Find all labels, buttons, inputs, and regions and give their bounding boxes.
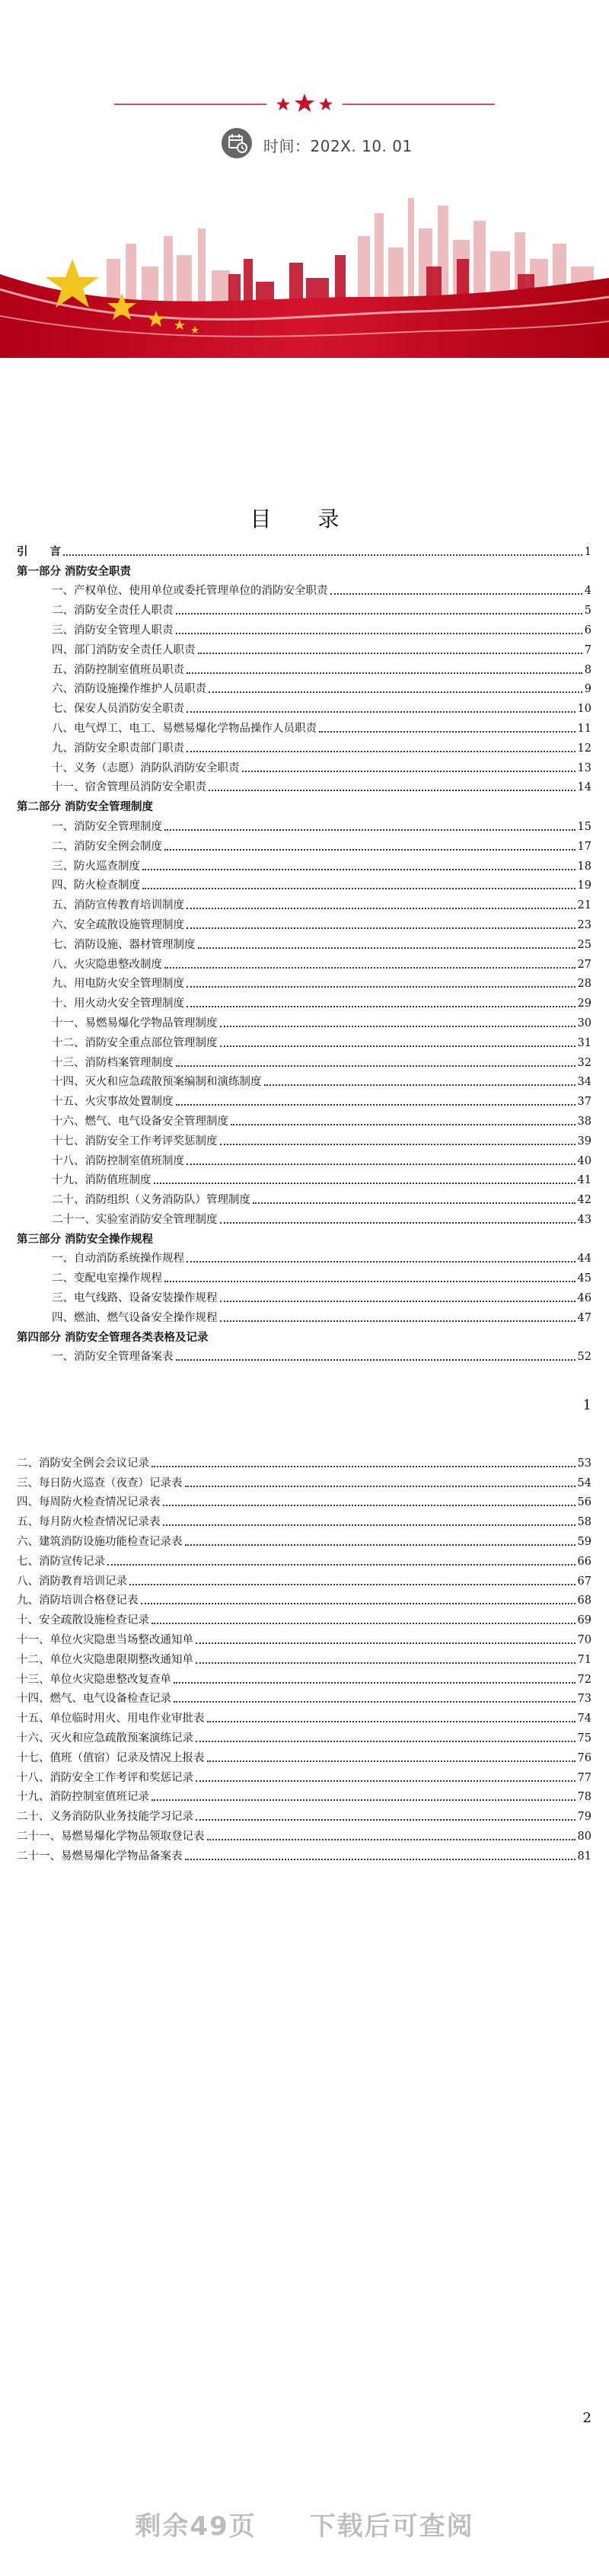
toc-leader-dots — [187, 1164, 576, 1165]
toc-leader-dots — [151, 1799, 576, 1801]
toc-entry-title: 十八、消防控制室值班制度 — [52, 1154, 184, 1167]
toc-entry-page: 14 — [577, 781, 591, 794]
toc-entry-page: 66 — [577, 1555, 591, 1568]
toc-entry[interactable] — [17, 1470, 591, 1490]
toc-leader-dots — [220, 1301, 576, 1302]
toc-entry-title: 六、安全疏散设施管理制度 — [52, 918, 184, 931]
toc-entry-page: 27 — [577, 958, 591, 971]
toc-part-heading[interactable]: 第四部分 消防安全管理各类表格及记录 — [17, 1330, 209, 1344]
toc-entry-title: 二十、义务消防队业务技能学习记录 — [17, 1811, 193, 1824]
toc-entry[interactable] — [17, 1285, 591, 1305]
toc-entry-title: 九、消防安全职责部门职责 — [52, 742, 184, 755]
toc-entry-title: 十七、值班（值宿）记录及情况上报表 — [17, 1751, 205, 1764]
stars-divider — [0, 93, 609, 116]
toc-entry-page: 41 — [577, 1174, 591, 1187]
toc-entry-page: 11 — [577, 722, 591, 735]
toc-entry-page: 5 — [584, 605, 591, 618]
toc-entry-page: 46 — [577, 1292, 591, 1305]
toc-entry[interactable] — [17, 1725, 591, 1745]
toc-entry[interactable] — [17, 1745, 591, 1765]
toc-leader-dots — [164, 829, 576, 831]
toc-entry-title: 九、用电防火安全管理制度 — [52, 978, 184, 991]
toc-leader-dots — [196, 1819, 576, 1821]
toc-entry-page: 19 — [577, 879, 591, 892]
toc-entry[interactable] — [17, 912, 591, 932]
toc-entry-title: 十七、消防安全工作考评奖惩制度 — [52, 1135, 218, 1148]
toc-leader-dots — [176, 1104, 576, 1106]
toc-entry-page: 21 — [577, 899, 591, 912]
toc-entry[interactable] — [17, 657, 591, 677]
toc-leader-dots — [187, 751, 576, 752]
toc-leader-dots — [142, 869, 576, 870]
download-notice[interactable] — [0, 2505, 609, 2542]
toc-entry-page: 18 — [577, 860, 591, 873]
toc-entry-title: 三、电气线路、设备安装操作规程 — [52, 1292, 218, 1305]
toc-entry-title: 四、燃油、燃气设备安全操作规程 — [52, 1311, 218, 1324]
toc-entry[interactable] — [17, 834, 591, 854]
toc-leader-dots — [187, 908, 576, 909]
toc-entry[interactable] — [17, 618, 591, 637]
toc-leader-dots — [209, 790, 576, 791]
toc-leader-dots — [253, 1202, 576, 1204]
toc-entry[interactable] — [17, 775, 591, 795]
toc-entry[interactable] — [17, 814, 591, 834]
toc-entry-page: 25 — [577, 938, 591, 951]
toc-leader-dots — [141, 1603, 576, 1604]
toc-leader-dots — [207, 1760, 576, 1762]
toc-entry[interactable] — [17, 892, 591, 912]
toc-leader-dots — [185, 1544, 576, 1546]
toc-entry-title: 一、产权单位、使用单位或委托管理单位的消防安全职责 — [52, 585, 328, 598]
toc-leader-dots — [220, 1045, 576, 1047]
toc-entry-page: 39 — [577, 1135, 591, 1148]
toc-entry-title: 八、电气焊工、电工、易燃易爆化学物品操作人员职责 — [52, 722, 317, 735]
toc-title: 目 录 — [250, 506, 359, 531]
toc-entry-page: 40 — [577, 1154, 591, 1167]
toc-entry-title: 十四、燃气、电气设备检查记录 — [17, 1693, 171, 1706]
toc-leader-dots — [220, 1026, 576, 1027]
toc-leader-dots — [196, 1662, 576, 1664]
toc-entry-page: 80 — [577, 1830, 591, 1843]
toc-entry[interactable] — [17, 1569, 591, 1588]
toc-entry-page: 72 — [577, 1673, 591, 1686]
toc-entry-page: 70 — [577, 1633, 591, 1646]
toc-entry-title: 二十一、易燃易爆化学物品领取登记表 — [17, 1830, 205, 1843]
toc-entry-page: 7 — [584, 643, 591, 656]
cover-header — [0, 0, 609, 358]
toc-leader-dots — [231, 1124, 576, 1125]
toc-entry-page: 17 — [577, 840, 591, 853]
calendar-clock-icon — [222, 128, 252, 158]
toc-entry-title: 四、防火检查制度 — [52, 879, 140, 892]
toc-entry[interactable] — [17, 1785, 591, 1805]
toc-entry-title: 一、自动消防系统操作规程 — [52, 1253, 184, 1266]
toc-entry-page: 1 — [584, 545, 591, 558]
toc-leader-dots — [176, 1065, 576, 1067]
toc-leader-dots — [198, 653, 582, 654]
toc-entry-page: 45 — [577, 1272, 591, 1285]
page-number-1: 1 — [582, 1397, 591, 1413]
toc-leader-dots — [107, 1564, 576, 1566]
toc-entry-page: 37 — [577, 1096, 591, 1109]
toc-entry[interactable] — [17, 1128, 591, 1148]
star-icon — [295, 94, 314, 112]
toc-entry-page: 56 — [577, 1496, 591, 1509]
toc-entry[interactable] — [17, 1345, 591, 1365]
toc-leader-dots — [164, 1281, 576, 1282]
toc-entry[interactable] — [17, 736, 591, 755]
toc-entry-page: 12 — [577, 742, 591, 755]
toc-entry[interactable] — [17, 991, 591, 1010]
toc-entry-title: 四、每周防火检查情况记录表 — [17, 1496, 161, 1509]
toc-leader-dots — [220, 1222, 576, 1224]
toc-leader-dots — [185, 1859, 576, 1860]
toc-entry-page: 15 — [577, 820, 591, 833]
toc-entry-title: 一、消防安全管理备案表 — [52, 1351, 174, 1364]
toc-entry-page: 75 — [577, 1732, 591, 1744]
toc-entry-title: 十一、宿舍管理员消防安全职责 — [52, 781, 206, 794]
toc-entry-page: 29 — [577, 998, 591, 1010]
toc-entry-title: 七、消防设施、器材管理制度 — [52, 938, 196, 951]
toc-entry-page: 9 — [584, 683, 591, 696]
toc-entry[interactable] — [17, 1010, 591, 1030]
toc-entry[interactable] — [17, 1627, 591, 1647]
toc-entry[interactable] — [17, 1667, 591, 1687]
toc-leader-dots — [63, 554, 582, 556]
toc-entry-page: 67 — [577, 1575, 591, 1588]
toc-leader-dots — [330, 593, 582, 595]
toc-entry-title: 十一、易燃易爆化学物品管理制度 — [52, 1017, 218, 1029]
toc-leader-dots — [142, 888, 576, 889]
toc-entry-title: 五、消防控制室值班员职责 — [52, 663, 184, 676]
toc-entry[interactable] — [17, 1687, 591, 1706]
toc-entry-title: 十九、消防控制室值班记录 — [17, 1791, 149, 1804]
toc-entry-title: 二十、消防组织（义务消防队）管理制度 — [52, 1194, 250, 1207]
toc-entry[interactable] — [17, 1451, 591, 1470]
toc-entry-title: 二、变配电室操作规程 — [52, 1272, 162, 1285]
toc-entry-page: 23 — [577, 918, 591, 931]
toc-leader-dots — [129, 1584, 576, 1585]
toc-entry-page: 76 — [577, 1751, 591, 1764]
toc-entry[interactable] — [17, 1529, 591, 1549]
toc-entry-page: 52 — [577, 1351, 591, 1364]
toc-entry[interactable] — [17, 539, 591, 559]
toc-entry[interactable] — [17, 716, 591, 736]
toc-entry[interactable] — [17, 932, 591, 952]
date-row — [0, 128, 609, 158]
toc-entry-title: 二、消防安全责任人职责 — [52, 605, 174, 618]
toc-part-heading[interactable]: 第二部分 消防安全管理制度 — [17, 800, 154, 814]
toc-entry[interactable] — [17, 1030, 591, 1050]
toc-entry-title: 十九、消防值班制度 — [52, 1174, 151, 1187]
toc-entry-page: 54 — [577, 1476, 591, 1489]
toc-leader-dots — [176, 633, 582, 634]
toc-entry[interactable] — [17, 1706, 591, 1725]
toc-leader-dots — [187, 1261, 576, 1262]
toc-entry[interactable] — [17, 1168, 591, 1188]
toc-entry-page: 71 — [577, 1653, 591, 1666]
toc-entry[interactable] — [17, 854, 591, 873]
toc-leader-dots — [154, 1183, 576, 1184]
toc-leader-dots — [319, 731, 576, 733]
toc-leader-dots — [198, 947, 576, 949]
toc-page-2 — [17, 1451, 591, 1863]
toc-entry-page: 79 — [577, 1811, 591, 1824]
toc-leader-dots — [185, 1486, 576, 1487]
toc-leader-dots — [164, 967, 576, 969]
toc-entry-title: 引 言 — [17, 544, 61, 558]
toc-entry[interactable] — [17, 1266, 591, 1285]
toc-entry-title: 十五、单位临时用火、用电作业审批表 — [17, 1713, 205, 1725]
toc-entry-title: 五、每月防火检查情况记录表 — [17, 1516, 161, 1529]
toc-entry-title: 三、每日防火巡查（夜查）记录表 — [17, 1476, 183, 1489]
toc-entry-title: 十三、单位火灾隐患整改复查单 — [17, 1673, 171, 1686]
toc-entry-title: 二、消防安全例会制度 — [52, 840, 162, 853]
toc-entry[interactable] — [17, 1804, 591, 1824]
toc-leader-dots — [207, 1721, 576, 1722]
toc-entry-page: 10 — [577, 703, 591, 716]
toc-entry-title: 三、消防安全管理人职责 — [52, 624, 174, 637]
toc-leader-dots — [151, 1466, 576, 1467]
toc-entry[interactable] — [17, 1089, 591, 1109]
toc-entry-title: 十四、灭火和应急疏散预案编制和演练制度 — [52, 1076, 262, 1089]
toc-entry-page: 74 — [577, 1713, 591, 1725]
toc-leader-dots — [187, 1006, 576, 1007]
toc-entry[interactable] — [17, 1305, 591, 1325]
toc-entry-title: 五、消防宣传教育培训制度 — [52, 899, 184, 912]
toc-entry-page: 58 — [577, 1516, 591, 1529]
toc-leader-dots — [163, 1505, 576, 1506]
date-label: 时间：202X. 10. 01 — [263, 137, 413, 155]
toc-entry[interactable] — [17, 972, 591, 991]
toc-entry-page: 43 — [577, 1213, 591, 1226]
toc-entry[interactable] — [17, 755, 591, 775]
toc-entry-page: 42 — [577, 1194, 591, 1207]
toc-entry-title: 十二、消防安全重点部位管理制度 — [52, 1036, 218, 1049]
toc-entry-title: 八、火灾隐患整改制度 — [52, 958, 162, 971]
toc-entry-page: 77 — [577, 1771, 591, 1784]
toc-entry[interactable] — [17, 1050, 591, 1070]
toc-entry-title: 十八、消防安全工作考评和奖惩记录 — [17, 1771, 193, 1784]
toc-entry[interactable] — [17, 1070, 591, 1090]
toc-entry-title: 七、保安人员消防安全职责 — [52, 703, 184, 716]
toc-leader-dots — [209, 691, 582, 693]
toc-entry-title: 三、防火巡查制度 — [52, 860, 140, 873]
toc-entry[interactable] — [17, 1843, 591, 1863]
toc-leader-dots — [242, 771, 576, 772]
toc-part-heading[interactable]: 第三部分 消防安全操作规程 — [17, 1232, 154, 1246]
toc-entry-page: 4 — [584, 585, 591, 598]
toc-entry-title: 十二、单位火灾隐患限期整改通知单 — [17, 1653, 193, 1666]
toc-entry-page: 34 — [577, 1076, 591, 1089]
toc-entry[interactable] — [17, 1824, 591, 1843]
toc-leader-dots — [176, 613, 582, 614]
star-icon — [276, 97, 290, 110]
toc-leader-dots — [151, 1623, 576, 1624]
toc-leader-dots — [187, 711, 576, 713]
toc-leader-dots — [187, 672, 582, 674]
city-skyline-banner — [0, 183, 609, 358]
toc-entry-page: 59 — [577, 1535, 591, 1548]
toc-entry-title: 六、建筑消防设施功能检查记录表 — [17, 1535, 183, 1548]
toc-entry[interactable] — [17, 1588, 591, 1608]
toc-entry-page: 73 — [577, 1693, 591, 1706]
toc-entry[interactable] — [17, 1509, 591, 1529]
toc-entry-title: 十六、灭火和应急疏散预案演练记录 — [17, 1732, 193, 1744]
toc-entry-page: 28 — [577, 978, 591, 991]
toc-entry-page: 47 — [577, 1311, 591, 1324]
toc-entry-page: 53 — [577, 1457, 591, 1470]
toc-entry-page: 38 — [577, 1115, 591, 1128]
toc-entry-page: 68 — [577, 1594, 591, 1607]
download-label[interactable]: 下载后可查阅 — [309, 2511, 474, 2542]
toc-entry-title: 十六、燃气、电气设备安全管理制度 — [52, 1115, 228, 1128]
toc-leader-dots — [174, 1682, 576, 1684]
toc-entry[interactable] — [17, 1187, 591, 1207]
toc-entry-title: 十、安全疏散设施检查记录 — [17, 1614, 149, 1627]
toc-leader-dots — [164, 849, 576, 851]
toc-entry-title: 十、用火动火安全管理制度 — [52, 998, 184, 1010]
toc-entry-page: 44 — [577, 1253, 591, 1266]
toc-entry[interactable] — [17, 1247, 591, 1266]
toc-entry[interactable] — [17, 1148, 591, 1168]
toc-entry-page: 13 — [577, 761, 591, 774]
toc-entry-title: 二十一、易燃易爆化学物品备案表 — [17, 1850, 183, 1863]
toc-page-1 — [17, 539, 591, 1364]
toc-entry[interactable] — [17, 1549, 591, 1569]
toc-leader-dots — [187, 927, 576, 929]
toc-entry[interactable] — [17, 637, 591, 657]
toc-entry[interactable] — [17, 1765, 591, 1785]
toc-leader-dots — [187, 986, 576, 988]
toc-entry-page: 78 — [577, 1791, 591, 1804]
toc-entry-page: 30 — [577, 1017, 591, 1029]
toc-entry-title: 七、消防宣传记录 — [17, 1555, 105, 1568]
toc-entry[interactable] — [17, 1109, 591, 1128]
toc-entry-title: 十一、单位火灾隐患当场整改通知单 — [17, 1633, 193, 1646]
toc-entry-title: 二十一、实验室消防安全管理制度 — [52, 1213, 218, 1226]
toc-leader-dots — [220, 1144, 576, 1145]
toc-entry-title: 十五、火灾事故处置制度 — [52, 1096, 174, 1109]
toc-entry[interactable] — [17, 598, 591, 618]
toc-entry-title: 九、消防培训合格登记表 — [17, 1594, 139, 1607]
toc-leader-dots — [174, 1701, 576, 1703]
toc-entry[interactable] — [17, 952, 591, 972]
toc-leader-dots — [207, 1839, 576, 1840]
toc-entry-page: 31 — [577, 1036, 591, 1049]
toc-entry[interactable] — [17, 579, 591, 599]
toc-part-heading[interactable]: 第一部分 消防安全职责 — [17, 564, 132, 578]
toc-leader-dots — [196, 1780, 576, 1782]
toc-entry[interactable] — [17, 873, 591, 893]
star-icon — [319, 97, 333, 110]
toc-leader-dots — [220, 1320, 576, 1322]
toc-leader-dots — [196, 1642, 576, 1644]
toc-leader-dots — [163, 1524, 576, 1526]
toc-entry-page: 32 — [577, 1056, 591, 1069]
toc-entry-page: 69 — [577, 1614, 591, 1627]
toc-entry-title: 二、消防安全例会会议记录 — [17, 1457, 149, 1470]
toc-entry-title: 八、消防教育培训记录 — [17, 1575, 127, 1588]
toc-entry-title: 四、部门消防安全责任人职责 — [52, 643, 196, 656]
toc-entry[interactable] — [17, 677, 591, 697]
toc-entry[interactable] — [17, 696, 591, 716]
toc-entry-title: 十三、消防档案管理制度 — [52, 1056, 174, 1069]
toc-entry-page: 81 — [577, 1850, 591, 1863]
toc-entry[interactable] — [17, 1207, 591, 1227]
toc-entry-title: 六、消防设施操作维护人员职责 — [52, 683, 206, 696]
toc-entry-page: 8 — [584, 663, 591, 676]
toc-entry[interactable] — [17, 1647, 591, 1667]
toc-entry-title: 一、消防安全管理制度 — [52, 820, 162, 833]
remaining-pages-label: 剩余49页 — [135, 2511, 257, 2542]
toc-leader-dots — [264, 1084, 576, 1086]
toc-leader-dots — [176, 1359, 576, 1361]
toc-entry-title: 十、义务（志愿）消防队消防安全职责 — [52, 761, 240, 774]
page-number-2: 2 — [582, 2410, 591, 2426]
toc-entry[interactable] — [17, 1607, 591, 1627]
toc-leader-dots — [196, 1741, 576, 1742]
toc-entry-page: 6 — [584, 624, 591, 637]
toc-entry[interactable] — [17, 1490, 591, 1510]
